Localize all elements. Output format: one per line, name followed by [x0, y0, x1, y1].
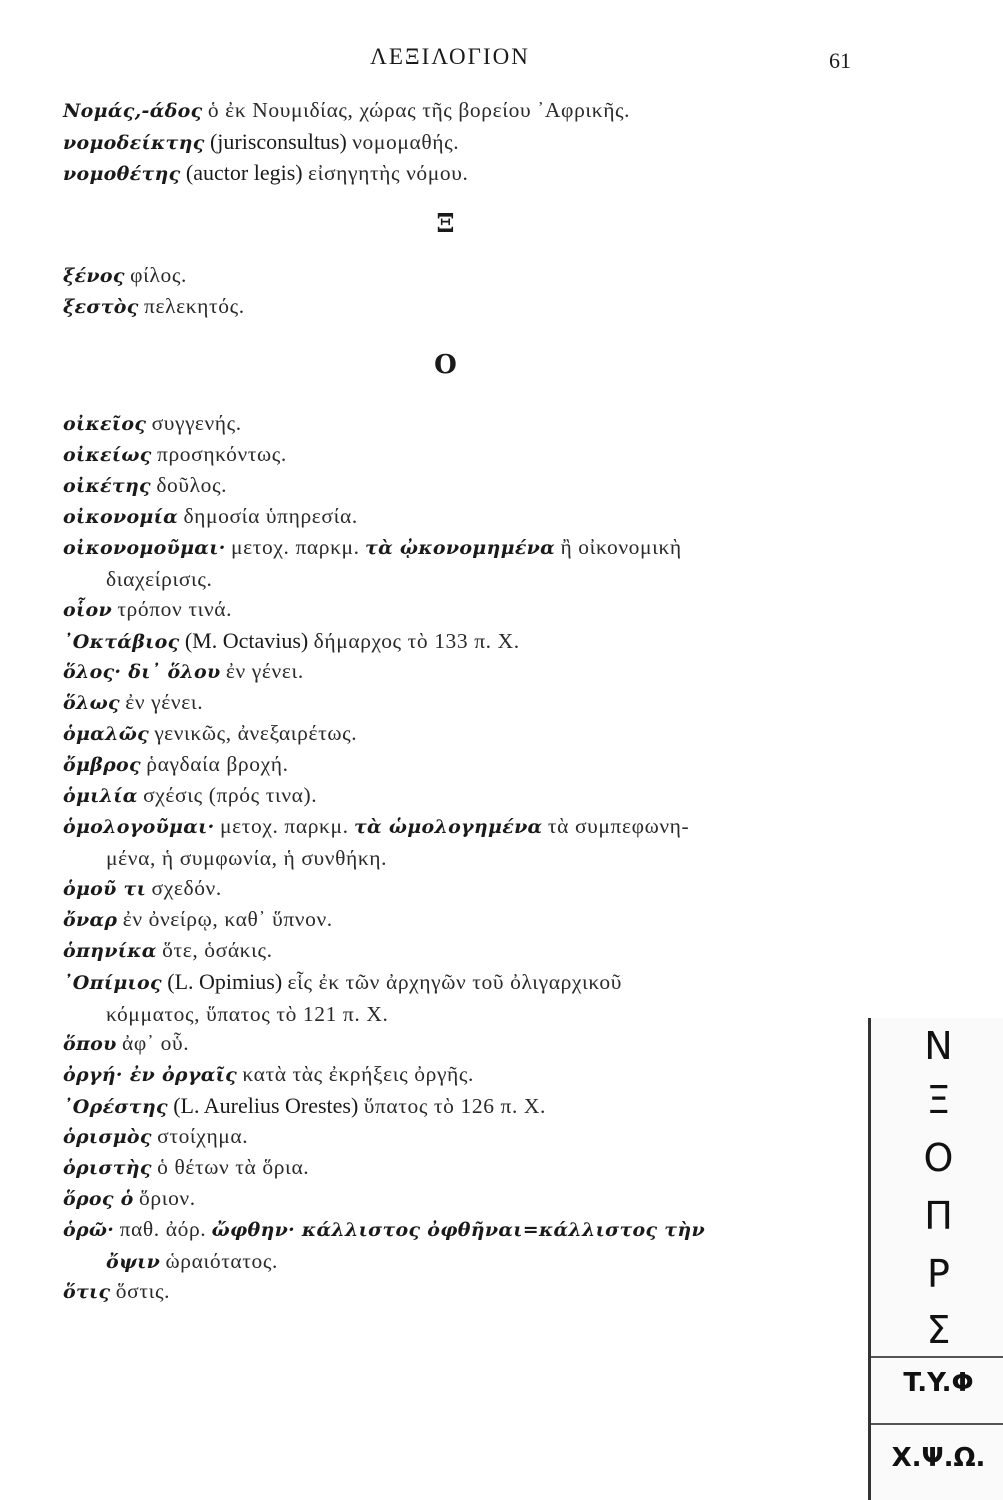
list-item: [63, 1276, 863, 1307]
divider: [871, 1423, 1003, 1425]
headword: ᾿Οπίμιος: [63, 972, 162, 994]
definition: πελεκητός.: [144, 294, 245, 318]
headword: ξένος: [63, 265, 125, 287]
definition: νομομαθής.: [352, 130, 460, 154]
headword: ὄναρ: [63, 909, 118, 931]
thumb-tab-n: N: [924, 1024, 953, 1068]
list-item: [63, 625, 863, 656]
list-item: [63, 935, 863, 966]
definition: ἐν γένει.: [225, 659, 304, 683]
definition: ὁ ἐκ Νουμιδίας, χώρας τῆς βορείου ᾿Αφρικῆς.: [207, 98, 631, 122]
definition: ὅριον.: [139, 1186, 196, 1210]
list-item: [63, 1183, 863, 1214]
list-item: [63, 873, 863, 904]
list-item: [63, 749, 863, 780]
sub-headword: ὤφθην· κάλλιστος ὀφθῆναι=κάλλιστος τὴν: [211, 1219, 705, 1241]
latin-equivalent: (L. Aurelius Orestes): [173, 1093, 359, 1118]
definition: δοῦλος.: [156, 473, 228, 497]
definition: στοίχημα.: [157, 1124, 249, 1148]
latin-equivalent: (M. Octavius): [184, 628, 309, 653]
list-item: [63, 408, 863, 439]
definition-continuation: διαχείρισις.: [106, 567, 213, 591]
definition: μετοχ. παρκμ.: [231, 535, 360, 559]
list-item: [63, 966, 863, 1028]
definition: δήμαρχος τὸ 133 π. Χ.: [313, 629, 520, 653]
headword: ὅτις: [63, 1281, 111, 1303]
list-item: [63, 1152, 863, 1183]
list-item: [63, 656, 863, 687]
list-item: [63, 1121, 863, 1152]
definition: ὕπατος τὸ 126 π. Χ.: [363, 1094, 547, 1118]
headword: ὁρισμὸς: [63, 1126, 152, 1148]
section-letter-xi: Ξ: [436, 209, 455, 239]
page-number: 61: [829, 48, 851, 73]
list-item: [63, 291, 863, 322]
list-item: [63, 1059, 863, 1090]
headword: ὁμολογοῦμαι·: [63, 816, 215, 838]
list-item: [63, 780, 863, 811]
headword: ὁριστὴς: [63, 1157, 152, 1179]
sub-headword: τὰ ὡμολογημένα: [353, 816, 543, 838]
list-item: [63, 126, 863, 157]
headword: οἰκέτης: [63, 475, 151, 497]
latin-equivalent: (L. Opimius): [167, 969, 283, 994]
sub-headword: τὰ ᾠκονομημένα: [365, 537, 556, 559]
thumb-tab-xi: Ξ: [926, 1078, 951, 1122]
list-item: [63, 260, 863, 291]
thumb-tab-chi-psi-omega: X.Ψ.Ω.: [891, 1443, 986, 1473]
definition: σχέσις (πρός τινα).: [143, 783, 318, 807]
list-item: [63, 1028, 863, 1059]
definition: προσηκόντως.: [157, 442, 287, 466]
headword: ὀργή· ἐν ὀργαῖς: [63, 1064, 237, 1086]
definition: ἀφ᾿ οὗ.: [122, 1031, 190, 1055]
definition-continuation: κόμματος, ὕπατος τὸ 121 π. Χ.: [106, 1002, 389, 1026]
definition: ὡραιότατος.: [165, 1249, 278, 1273]
list-item: [63, 157, 863, 188]
thumb-tab-tau-upsilon-phi: T.Y.Φ: [903, 1368, 974, 1398]
headword: ὄμβρος: [63, 754, 141, 776]
definition: τρόπον τινά.: [117, 597, 233, 621]
headword: ὅλος· δι᾿ ὅλου: [63, 661, 221, 683]
definition: μετοχ. παρκμ.: [219, 814, 349, 838]
definition: φίλος.: [130, 263, 187, 287]
definition: ἐν ὀνείρῳ, καθ᾿ ὕπνον.: [122, 907, 333, 931]
list-item: [63, 501, 863, 532]
headword: οἰκείως: [63, 444, 152, 466]
thumb-index: [868, 1018, 1003, 1500]
list-item: [63, 594, 863, 625]
list-item: [63, 904, 863, 935]
definition: σχεδόν.: [151, 876, 222, 900]
headword: ὅρος ὁ: [63, 1188, 134, 1210]
definition-continuation: [63, 1246, 863, 1278]
definition: συγγενής.: [151, 411, 242, 435]
headword: ὁμαλῶς: [63, 723, 149, 745]
latin-equivalent: (jurisconsultus): [209, 129, 347, 154]
definition: εἷς ἐκ τῶν ἀρχηγῶν τοῦ ὀλιγαρχικοῦ: [287, 970, 622, 994]
headword: ὄψιν: [106, 1251, 161, 1273]
list-item: [63, 718, 863, 749]
headword: ᾿Οκτάβιος: [63, 631, 180, 653]
headword: ὅπου: [63, 1033, 117, 1055]
definition: ῥαγδαία βροχή.: [146, 752, 289, 776]
definition: ἢ οἰκονομικὴ: [560, 535, 682, 559]
latin-equivalent: (auctor legis): [185, 160, 303, 185]
list-item: [63, 1214, 863, 1276]
running-head: [0, 40, 1003, 80]
headword: ὅλως: [63, 692, 120, 714]
headword: ὁρῶ·: [63, 1219, 115, 1241]
page-title: ΛΕΞΙΛΟΓΙΟΝ: [370, 44, 530, 69]
headword: ᾿Ορέστης: [63, 1096, 168, 1118]
thumb-tab-rho: P: [927, 1252, 950, 1296]
thumb-tab-sigma: Σ: [926, 1308, 951, 1352]
definition: κατὰ τὰς ἐκρήξεις ὀργῆς.: [242, 1062, 474, 1086]
list-item: [63, 687, 863, 718]
definition: ὅτε, ὁσάκις.: [162, 938, 273, 962]
headword: ὁμοῦ τι: [63, 878, 147, 900]
definition-continuation: μένα, ἡ συμφωνία, ἡ συνθήκη.: [106, 846, 388, 870]
headword: οἷον: [63, 599, 112, 621]
definition: ἐν γένει.: [125, 690, 204, 714]
list-item: [63, 439, 863, 470]
headword: οἰκονομοῦμαι·: [63, 537, 226, 559]
list-item: [63, 95, 863, 126]
thumb-tab-o: O: [923, 1136, 954, 1180]
headword: νομοθέτης: [63, 163, 181, 185]
definition: τὰ συμπεφωνη-: [547, 814, 690, 838]
definition: ὅστις.: [115, 1279, 171, 1303]
dictionary-entries: [63, 95, 863, 1307]
list-item: [63, 470, 863, 501]
definition: παθ. ἀόρ.: [119, 1217, 207, 1241]
headword: ὁπηνίκα: [63, 940, 157, 962]
headword: οἰκονομία: [63, 506, 179, 528]
divider: [871, 1356, 1003, 1358]
definition: γενικῶς, ἀνεξαιρέτως.: [154, 721, 358, 745]
definition: ὁ θέτων τὰ ὅρια.: [157, 1155, 310, 1179]
list-item: [63, 811, 863, 873]
list-item: [63, 1090, 863, 1121]
thumb-tab-pi: Π: [924, 1194, 953, 1238]
section-letter-o: Ο: [434, 350, 457, 380]
definition: εἰσηγητὴς νόμου.: [307, 161, 469, 185]
list-item: [63, 532, 863, 594]
headword: οἰκεῖος: [63, 413, 147, 435]
headword: ξεστὸς: [63, 296, 139, 318]
definition: δημοσία ὑπηρεσία.: [183, 504, 358, 528]
headword: Νομάς,-άδος: [63, 100, 203, 122]
headword: νομοδείκτης: [63, 132, 205, 154]
headword: ὁμιλία: [63, 785, 138, 807]
